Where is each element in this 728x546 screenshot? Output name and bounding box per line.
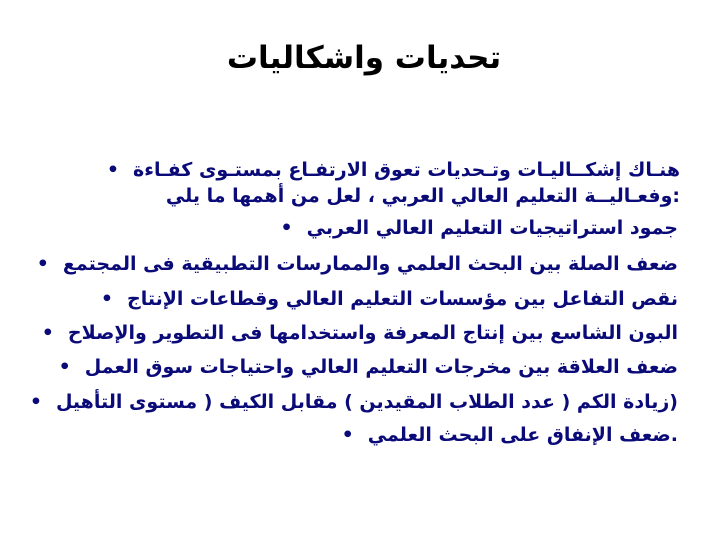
slide-title: تحديات واشكاليات: [226, 40, 502, 76]
bullet-icon: •: [280, 217, 293, 239]
list-item: [166, 182, 680, 210]
list-item: [30, 388, 678, 416]
list-item: [37, 250, 678, 278]
list-item-text: :وفعـاليــة التعليم العالي العربي ، لعل من أهمها ما يلي: [165, 185, 680, 207]
list-item-text: نقص التفاعل بين مؤسسات التعليم العالي وقطاعات الإنتاج: [127, 288, 678, 310]
list-item: [42, 319, 678, 347]
list-item: [342, 421, 678, 449]
bullet-icon: •: [58, 356, 71, 378]
bullet-icon: •: [41, 322, 54, 344]
list-item: [280, 214, 678, 242]
list-item: [59, 353, 678, 381]
list-item: [107, 156, 680, 184]
bullet-icon: •: [341, 424, 354, 446]
bullet-icon: •: [36, 253, 49, 275]
bullet-icon: •: [29, 391, 42, 413]
list-item-text: ضعف العلاقة بين مخرجات التعليم العالي واحتياجات سوق العمل: [84, 356, 678, 378]
list-item-text: .ضعف الإنفاق على البحث العلمي: [367, 424, 678, 446]
list-item-text: هنـاك إشكــاليـات وتـحديات تعوق الارتفـاع بمستـوى كفـاءة: [133, 159, 680, 181]
list-item-text: البون الشاسع بين إنتاج المعرفة واستخدامها فى التطوير والإصلاح: [67, 322, 678, 344]
list-item: [101, 285, 678, 313]
list-item-text: جمود استراتيجيات التعليم العالي العربي: [306, 217, 678, 239]
bullet-icon: •: [100, 288, 114, 310]
list-item-text: (زيادة الكم ( عدد الطلاب المقيدين ) مقابل الكيف ( مستوى التأهيل: [55, 391, 678, 413]
list-item-text: ضعف الصلة بين البحث العلمي والممارسات التطبيقية فى المجتمع: [62, 253, 678, 275]
bullet-icon: •: [106, 159, 120, 181]
